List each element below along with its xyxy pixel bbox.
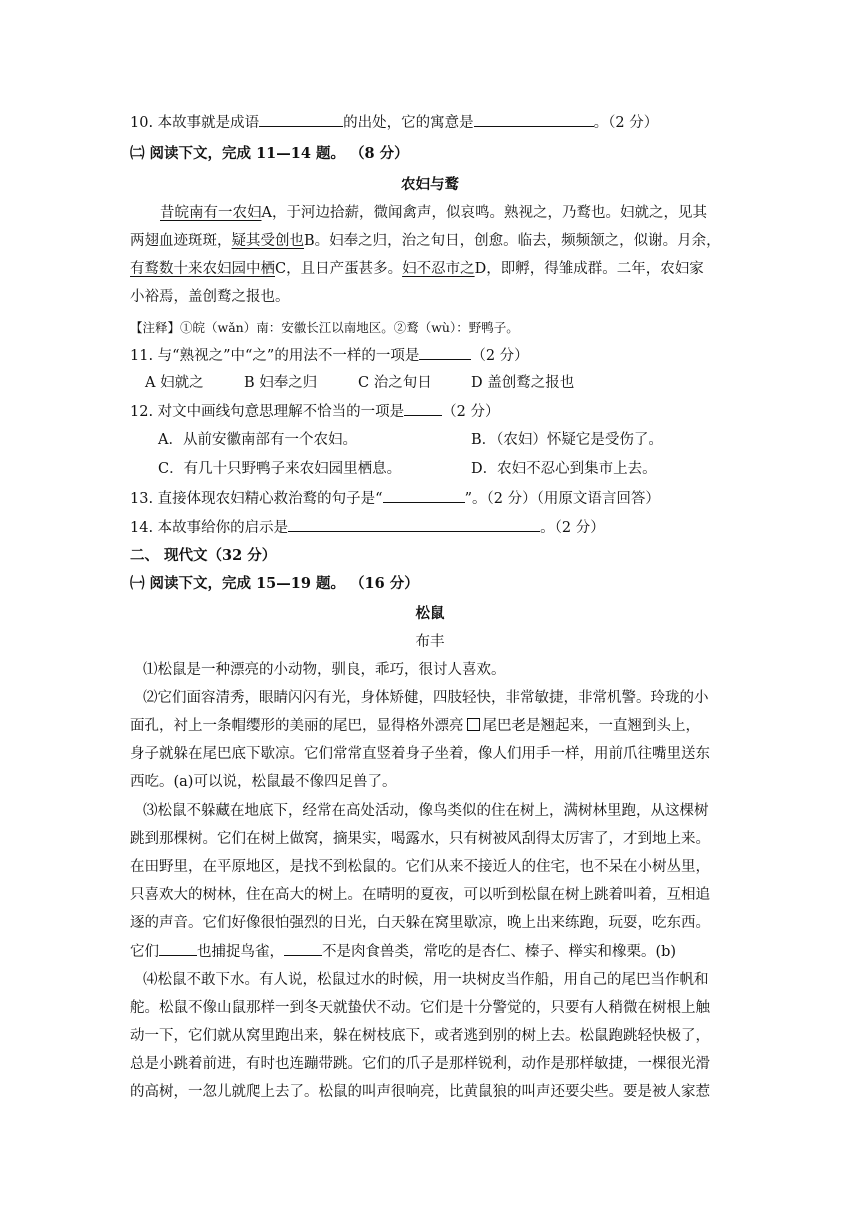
paragraph-3-line-6 <box>130 941 676 962</box>
q13-score: ”。（2 分）（用原文语言回答） <box>464 491 660 507</box>
paragraph-4-line-2: 舵。松鼠不像山鼠那样一到冬天就蛰伏不动。它们是十分警觉的，只要有人稍微在树根上触 <box>130 1000 710 1016</box>
q10-blank-idiom[interactable] <box>259 112 343 127</box>
paragraph-2-line-4: 西吃。(a)可以说，松鼠最不像四足兽了。 <box>130 774 397 790</box>
q11-score: （2 分） <box>471 348 529 364</box>
underlined-sentence-a: 昔皖南有一农妇 <box>160 205 262 221</box>
q10-blank-moral[interactable] <box>474 112 594 127</box>
passage-1-line-2 <box>130 231 721 251</box>
passage-2-title: 松鼠 <box>415 605 445 622</box>
conjunction-blank-2[interactable] <box>284 941 322 956</box>
paragraph-2-line-1: ⑵它们面容清秀，眼睛闪闪有光，身体矫健，四肢轻快，非常敏捷，非常机警。玲珑的小 <box>143 690 709 706</box>
passage-1-line-3 <box>130 259 704 279</box>
q11-option-d[interactable]: D 盖创鹜之报也 <box>471 375 575 391</box>
punctuation-blank-box[interactable] <box>467 718 480 731</box>
underlined-sentence-c: 有鹜数十来农妇园中栖 <box>130 261 275 277</box>
underlined-sentence-d: 妇不忍市之 <box>402 261 475 277</box>
q13-answer-blank[interactable] <box>383 488 465 503</box>
passage-text: B。妇奉之归，治之旬日，创愈。临去，频频颔之，似谢。月余， <box>304 233 721 249</box>
passage-text: D，即孵，得雏成群。二年，农妇家 <box>474 261 704 277</box>
q12-option-a[interactable]: A．从前安徽南部有一个农妇。 <box>158 432 357 448</box>
question-10 <box>130 112 658 133</box>
q14-stem: 14. 本故事给你的启示是 <box>130 520 289 536</box>
passage-2-author: 布丰 <box>415 634 445 650</box>
paragraph-4-line-1: ⑷松鼠不敢下水。有人说，松鼠过水的时候，用一块树皮当作船，用自己的尾巴当作帆和 <box>143 972 709 988</box>
q13-stem: 13. 直接体现农妇精心救治鹜的句子是“ <box>130 491 383 507</box>
q14-score: 。（2 分） <box>540 520 605 536</box>
paragraph-4-line-5: 的高树，一忽儿就爬上去了。松鼠的叫声很响亮，比黄鼠狼的叫声还要尖些。要是被人家惹 <box>130 1084 710 1100</box>
q11-answer-blank[interactable] <box>419 345 471 360</box>
passage-1-title: 农妇与鹜 <box>401 176 459 193</box>
passage-text: 尾巴老是翘起来，一直翘到头上， <box>482 718 700 734</box>
q12-option-d[interactable]: D．农妇不忍心到集市上去。 <box>471 461 657 477</box>
q12-score: （2 分） <box>442 404 500 420</box>
passage-text: 两翅血迹斑斑， <box>130 233 232 249</box>
q10-text-a: 10. 本故事就是成语 <box>130 115 260 131</box>
passage-1-line-1 <box>160 203 707 223</box>
q12-answer-blank[interactable] <box>404 401 442 416</box>
q11-option-a[interactable]: A 妇就之 <box>145 375 204 391</box>
question-12 <box>130 401 500 422</box>
annotation-note: 【注释】①皖（wǎn）南：安徽长江以南地区。②鹜（wù）：野鸭子。 <box>130 320 519 335</box>
paragraph-2-line-2 <box>130 716 700 736</box>
q10-text-b: 的出处，它的寓意是 <box>343 115 474 131</box>
passage-text: 不是肉食兽类，常吃的是杏仁、榛子、榉实和橡栗。(b) <box>322 944 677 960</box>
question-13 <box>130 488 660 509</box>
passage-text: 它们 <box>130 944 159 960</box>
paragraph-1: ⑴松鼠是一种漂亮的小动物，驯良，乖巧，很讨人喜欢。 <box>143 662 506 678</box>
paragraph-4-line-3: 动一下，它们就从窝里跑出来，躲在树枝底下，或者逃到别的树上去。松鼠跑跳轻快极了， <box>130 1028 710 1044</box>
q11-option-c[interactable]: C 治之旬日 <box>358 375 432 391</box>
q12-stem: 12. 对文中画线句意思理解不恰当的一项是 <box>130 404 405 420</box>
q12-option-b[interactable]: B．（农妇）怀疑它是受伤了。 <box>471 432 663 448</box>
q10-text-c: 。（2 分） <box>593 115 659 131</box>
q11-option-b[interactable]: B 妇奉之归 <box>244 375 318 391</box>
part-2-heading: 二、 现代文（32 分） <box>130 547 277 564</box>
passage-text: 面孔，衬上一条帽缨形的美丽的尾巴，显得格外漂亮 <box>130 718 464 734</box>
paragraph-3-line-4: 只喜欢大的树林，住在高大的树上。在晴明的夏夜，可以听到松鼠在树上跳着叫着，互相追 <box>130 887 710 903</box>
passage-1-line-4: 小裕焉，盖创鹜之报也。 <box>130 289 290 305</box>
passage-text: C，且日产蛋甚多。 <box>275 261 403 277</box>
paragraph-3-line-5: 逐的声音。它们好像很怕强烈的日光，白天躲在窝里歇凉，晚上出来练跑，玩耍，吃东西。 <box>130 915 710 931</box>
q11-stem: 11. 与“熟视之”中“之”的用法不一样的一项是 <box>130 348 420 364</box>
passage-text: 也捕捉鸟雀， <box>197 944 284 960</box>
section-2-heading: ㈡ 阅读下文，完成 11—14 题。 （8 分） <box>130 145 409 162</box>
passage-text: A，于河边拾薪，微闻禽声，似哀鸣。熟视之，乃鹜也。妇就之，见其 <box>261 205 707 221</box>
q12-option-c[interactable]: C．有几十只野鸭子来农妇园里栖息。 <box>158 461 402 477</box>
paragraph-3-line-2: 跳到那棵树。它们在树上做窝，摘果实，喝露水，只有树被风刮得太厉害了，才到地上来。 <box>130 831 710 847</box>
question-14 <box>130 517 605 538</box>
paragraph-4-line-4: 总是小跳着前进，有时也连蹦带跳。它们的爪子是那样锐利，动作是那样敏捷，一棵很光滑 <box>130 1056 710 1072</box>
conjunction-blank-1[interactable] <box>159 941 197 956</box>
underlined-sentence-b: 疑其受创也 <box>231 233 304 249</box>
q14-answer-blank[interactable] <box>288 517 540 532</box>
subsection-1-heading: ㈠ 阅读下文，完成 15—19 题。 （16 分） <box>130 575 419 592</box>
paragraph-2-line-3: 身子就躲在尾巴底下歇凉。它们常常直竖着身子坐着，像人们用手一样，用前爪往嘴里送东 <box>130 746 710 762</box>
paragraph-3-line-3: 在田野里，在平原地区，是找不到松鼠的。它们从来不接近人的住宅，也不呆在小树丛里， <box>130 859 710 875</box>
paragraph-3-line-1: ⑶松鼠不躲藏在地底下，经常在高处活动，像鸟类似的住在树上，满树林里跑，从这棵树 <box>143 803 709 819</box>
question-11 <box>130 345 529 366</box>
